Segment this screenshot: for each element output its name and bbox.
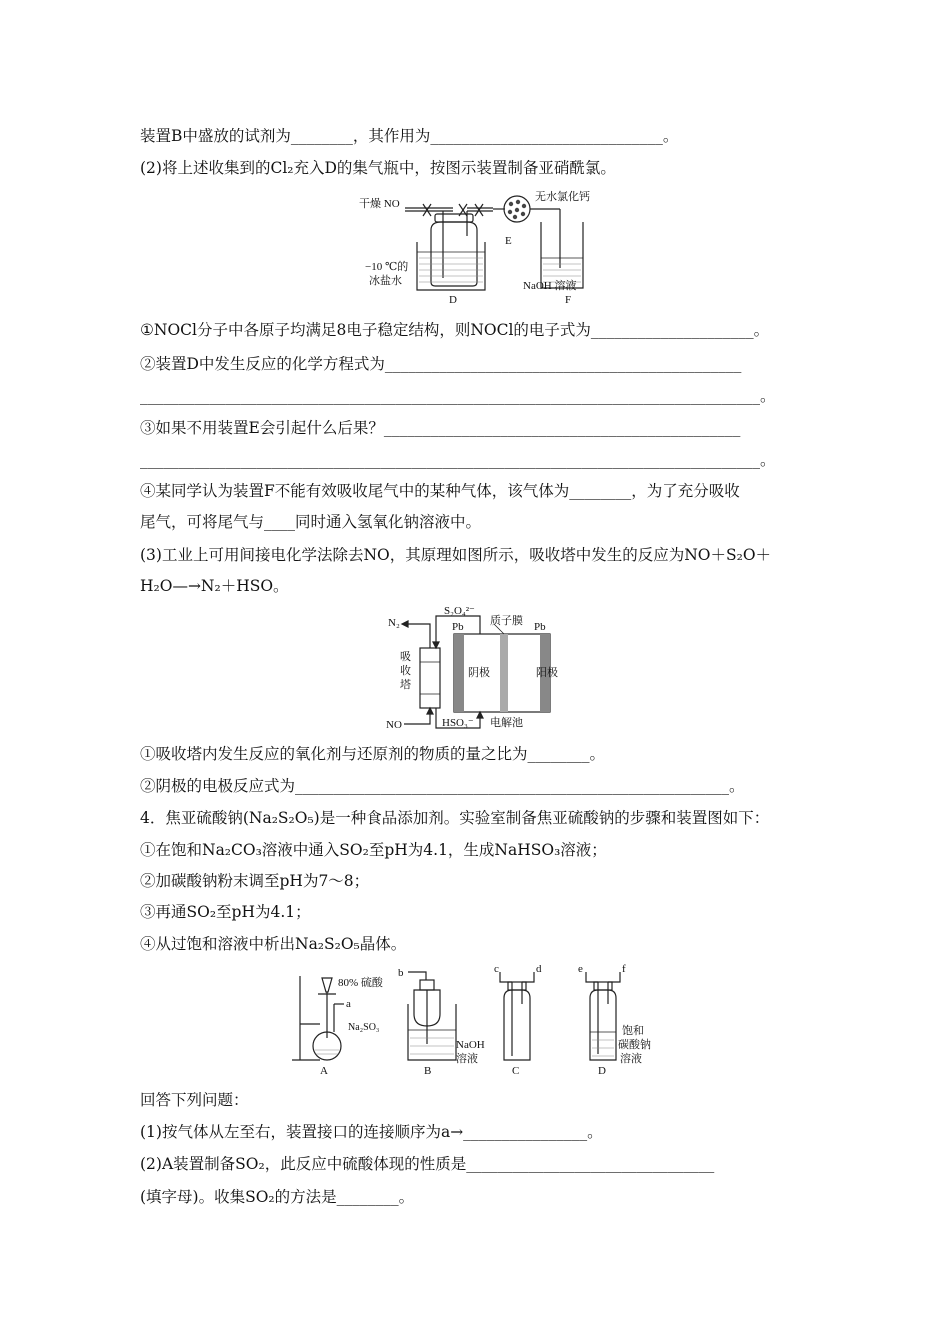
label-apparatus-a: A bbox=[320, 1065, 328, 1076]
label-sat-1: 饱和 bbox=[622, 1025, 644, 1037]
text-line-9: 尾气，可将尾气与____同时通入氢氧化钠溶液中。 bbox=[140, 513, 482, 531]
label-naoh-1: NaOH bbox=[456, 1039, 485, 1051]
label-e-port: e bbox=[578, 964, 583, 975]
text-line-3: ①NOCl分子中各原子均满足8电子稳定结构，则NOCl的电子式为_____________________。 bbox=[140, 321, 770, 339]
label-anhydrous-cacl2: 无水氯化钙 bbox=[535, 191, 590, 203]
label-tower-1: 吸 bbox=[400, 651, 411, 663]
label-f: F bbox=[565, 294, 572, 306]
label-h2so4: 80% 硫酸 bbox=[338, 977, 383, 989]
text-line-16: ②加碳酸钠粉末调至pH为7～8； bbox=[140, 872, 370, 890]
text-line-13: ②阴极的电极反应式为________________________________________________________。 bbox=[140, 777, 745, 795]
label-cell: 电解池 bbox=[490, 717, 523, 729]
text-line-14: 4．焦亚硫酸钠(Na₂S₂O₅)是一种食品添加剂。实验室制备焦亚硫酸钠的步骤和装置图如下： bbox=[140, 809, 770, 827]
label-dry-no: 干燥 NO bbox=[359, 198, 400, 210]
text-line-12: ①吸收塔内发生反应的氧化剂与还原剂的物质的量之比为________。 bbox=[140, 745, 606, 763]
text-line-4: ②装置D中发生反应的化学方程式为______________________________________________ bbox=[140, 355, 742, 373]
electrolysis-figure bbox=[380, 604, 580, 736]
text-line-1: 装置B中盛放的试剂为________，其作用为______________________________。 bbox=[140, 127, 679, 145]
text-line-20: (1)按气体从左至右，装置接口的连接顺序为a→________________。 bbox=[140, 1123, 603, 1141]
label-ice-salt-2: 冰盐水 bbox=[369, 275, 402, 287]
label-s2o4: S₂O₄²⁻ bbox=[444, 605, 475, 617]
text-line-5: ________________________________________________________________________________。 bbox=[140, 387, 776, 405]
label-tower-3: 塔 bbox=[400, 679, 411, 691]
text-line-18: ④从过饱和溶液中析出Na₂S₂O₅晶体。 bbox=[140, 935, 407, 953]
label-tower-2: 收 bbox=[400, 665, 411, 677]
label-n2: N₂ bbox=[388, 617, 400, 629]
label-naoh-solution: NaOH 溶液 bbox=[523, 280, 577, 292]
text-line-15: ①在饱和Na₂CO₃溶液中通入SO₂至pH为4.1，生成NaHSO₃溶液； bbox=[140, 841, 607, 859]
label-anode: 阳极 bbox=[536, 667, 558, 679]
label-e: E bbox=[505, 235, 512, 247]
text-line-17: ③再通SO₂至pH为4.1； bbox=[140, 903, 311, 921]
label-cathode: 阴极 bbox=[468, 667, 490, 679]
label-f-port: f bbox=[622, 964, 626, 975]
label-d: D bbox=[449, 294, 457, 306]
label-no: NO bbox=[386, 719, 402, 731]
text-line-11: H₂O—→N₂＋HSO。 bbox=[140, 577, 289, 595]
label-membrane: 质子膜 bbox=[490, 615, 523, 627]
label-apparatus-d: D bbox=[598, 1065, 606, 1076]
label-apparatus-c: C bbox=[512, 1065, 520, 1076]
label-ice-salt-1: −10 ℃的 bbox=[365, 261, 409, 273]
label-apparatus-b: B bbox=[424, 1065, 432, 1076]
text-line-21: (2)A装置制备SO₂，此反应中硫酸体现的性质是________________________________ bbox=[140, 1155, 715, 1173]
text-line-7: ________________________________________________________________________________。 bbox=[140, 451, 776, 469]
label-hso3: HSO₃⁻ bbox=[442, 717, 474, 729]
label-sat-2: 碳酸钠 bbox=[618, 1039, 651, 1051]
so2-apparatus-figure bbox=[290, 964, 660, 1076]
text-line-6: ③如果不用装置E会引起什么后果？______________________________________________ bbox=[140, 419, 741, 437]
text-line-2: (2)将上述收集到的Cl₂充入D的集气瓶中，按图示装置制备亚硝酰氯。 bbox=[140, 159, 616, 177]
label-c-port: c bbox=[494, 964, 499, 975]
label-naoh-2: 溶液 bbox=[456, 1053, 478, 1065]
label-d-port: d bbox=[536, 964, 542, 975]
label-a-port: a bbox=[346, 998, 351, 1010]
text-line-10: (3)工业上可用间接电化学法除去NO，其原理如图所示，吸收塔中发生的反应为NO＋S₂O＋ bbox=[140, 546, 772, 564]
nocl-apparatus-figure bbox=[355, 186, 600, 308]
text-line-22: (填字母)。收集SO₂的方法是________。 bbox=[140, 1188, 415, 1206]
label-na2so3: Na₂SO₃ bbox=[348, 1022, 380, 1033]
text-line-19: 回答下列问题： bbox=[140, 1091, 249, 1109]
label-b-port: b bbox=[398, 967, 404, 979]
text-line-8: ④某同学认为装置F不能有效吸收尾气中的某种气体，该气体为________，为了充分吸收 bbox=[140, 482, 740, 500]
label-sat-3: 溶液 bbox=[620, 1053, 642, 1065]
label-pb-left: Pb bbox=[452, 621, 464, 633]
label-pb-right: Pb bbox=[534, 621, 546, 633]
